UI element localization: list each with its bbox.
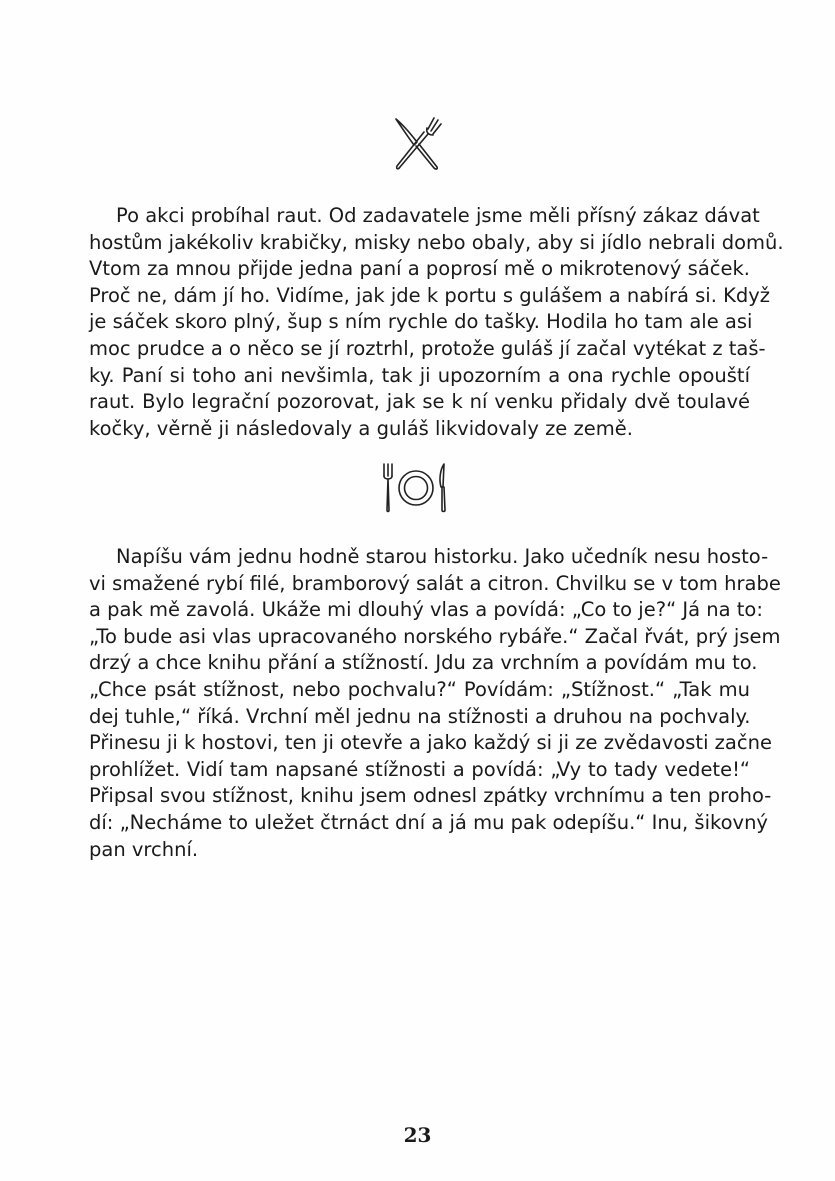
text-line: drzý a chce knihu přání a stížností. Jdu za vrchním a povídám mu to. [89,651,758,675]
text-line: Přinesu ji k hostovi, ten ji otevře a jako každý si ji ze zvědavosti začne [89,731,772,755]
text-line: Vtom za mnou přijde jedna paní a poprosí mě o mikrotenový sáček. [89,257,750,281]
story-paragraph-raut [89,203,784,442]
page-number: 23 [403,1123,432,1147]
text-line: vi smažené rybí filé, bramborový salát a citron. Chvilku se v tom hrabe [89,571,781,595]
text-line: je sáček skoro plný, šup s ním rychle do tašky. Hodila ho tam ale asi [89,310,753,334]
text-line: pan vrchní. [89,837,199,861]
text-line: dej tuhle,“ říká. Vrchní měl jednu na stížnosti a druhou na pochvaly. [89,704,751,728]
text-line: kočky, věrně ji následovaly a guláš likvidovaly ze země. [89,416,633,440]
knife-and-fork-crossed-icon [390,115,444,173]
text-line: „To bude asi vlas upracovaného norského rybáře.“ Začal řvát, prý jsem [89,624,781,648]
text-line: Napíšu vám jednu hodně starou historku. Jako učedník nesu hosto- [116,545,769,568]
text-line: Připsal svou stížnost, knihu jsem odnesl zpátky vrchnímu a ten proho- [89,784,772,808]
text-line: „Chce psát stížnost, nebo pochvalu?“ Povídám: „Stížnost.“ „Tak mu [89,677,750,701]
story-paragraph-vlas [89,544,781,863]
fork-plate-knife-icon [380,460,452,515]
text-line: Po akci probíhal raut. Od zadavatele jsme měli přísný zákaz dávat [116,204,760,227]
text-line: dí: „Necháme to uležet čtrnáct dní a já mu pak odepíšu.“ Inu, šikovný [89,810,768,834]
text-line: raut. Bylo legrační pozorovat, jak se k ní venku přidaly dvě toulavé [89,390,750,414]
text-line: Proč ne, dám jí ho. Vidíme, jak jde k portu s gulášem a nabírá si. Když [89,283,771,307]
text-line: a pak mě zavolá. Ukáže mi dlouhý vlas a povídá: „Co to je?“ Já na to: [89,598,763,622]
text-line: ky. Paní si toho ani nevšimla, tak ji upozorním a ona rychle opouští [89,363,750,387]
text-line: prohlížet. Vidí tam napsané stížnosti a povídá: „Vy to tady vedete!“ [89,757,750,781]
text-line: moc prudce a o něco se jí roztrhl, protože guláš jí začal vytékat z taš- [89,336,766,360]
text-line: hostům jakékoliv krabičky, misky nebo obaly, aby si jídlo nebrali domů. [89,230,784,254]
